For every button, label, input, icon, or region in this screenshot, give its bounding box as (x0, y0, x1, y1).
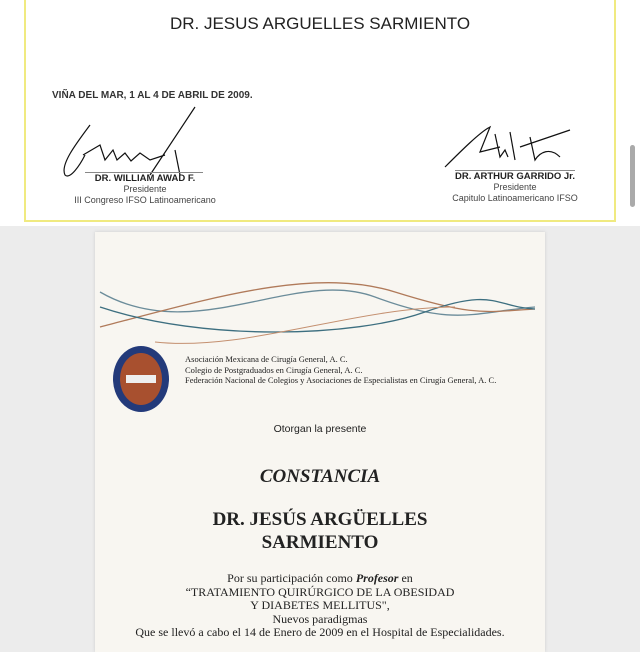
certificate-title: CONSTANCIA (259, 466, 381, 487)
grant-text: Otorgan la presente (273, 423, 367, 435)
signer-garrido: DR. ARTHUR GARRIDO Jr. Presidente Capitulo Latinoamericano IFSO (452, 171, 578, 203)
place-date: VIÑA DEL MAR, 1 AL 4 DE ABRIL DE 2009. (52, 90, 253, 101)
signer-awad: DR. WILLIAM AWAD F. Presidente III Congreso IFSO Latinoamericano (74, 173, 216, 205)
decorative-waves (95, 257, 545, 352)
certificate-bottom (95, 232, 545, 652)
signature-awad (55, 105, 205, 180)
recipient-line2: SARMIENTO (261, 532, 379, 553)
scrollbar[interactable] (630, 145, 635, 207)
certificate-top (0, 0, 640, 226)
organizations: Asociación Mexicana de Cirugía General, A. C. Colegio de Postgraduados en Cirugía General, A. C. Federación Nacional de Colegios y Asociaciones de Especialistas en Cirugía General, A. C. (185, 354, 497, 385)
recipient-line1: DR. JESÚS ARGÜELLES (212, 509, 428, 530)
participation-text: Por su participación como Profesor en “TRATAMIENTO QUIRÚRGICO DE LA OBESIDAD Y DIABETES MELLITUS", Nuevos paradigmas Que se llevó a cabo el 14 de Enero de 2009 en el Hospital de Especialidades. (135, 571, 505, 639)
recipient-name: DR. JESUS ARGUELLES SARMIENTO (169, 14, 471, 33)
association-seal-logo (112, 345, 170, 413)
signature-garrido (440, 122, 575, 172)
